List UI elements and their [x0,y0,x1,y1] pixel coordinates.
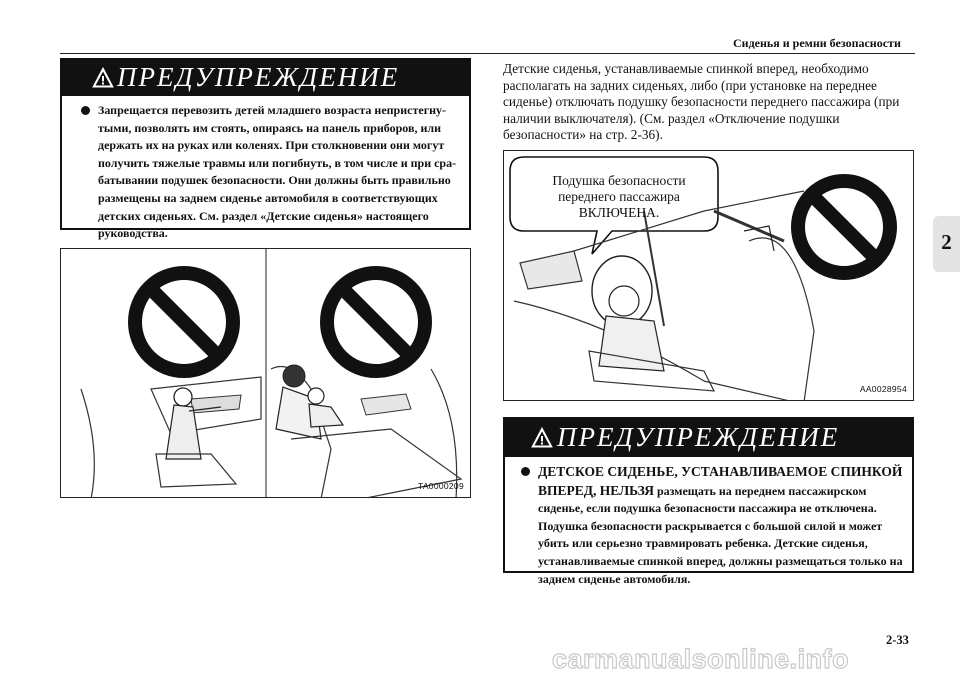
chapter-tab[interactable] [933,216,960,272]
figure-right [503,150,914,401]
warning-box-right [503,417,914,586]
warning-header [505,419,912,457]
figure-left [60,248,471,498]
prohibition-sign-icon [798,181,890,273]
header-rule [60,53,915,54]
section-title: Сиденья и ремни безопасности [733,36,901,50]
bubble-line: ВКЛЮЧЕНА. [578,205,660,220]
warning-item-text: Запрещается перевозить детей младшего возраста непристегну-тыми, позволять им стоять, опираясь на панель приборов, или держать их на руках или коленях. При столкновении они могут получить тяжелые травмы или погибнуть, в том числе и при сра-батывании подушек безопасности. Они должны быть правильно размещены на заднем сиденье автомобиля в соответствующих детских сиденьях. См. раздел «Детские сиденья» настоящего руководства. [98,103,457,241]
warning-triangle-icon [92,67,114,88]
warning-triangle-icon [531,427,553,448]
warning-list [521,463,903,588]
warning-title: ПРЕДУПРЕЖДЕНИЕ [557,422,840,452]
prohibition-sign-icon [135,273,233,371]
warning-item-text: размещать на переднем пассажирском сиденье, если подушка безопасности пассажира не отключена. Подушка безопасности раскрывается с большой силой и может убить или серьезно травмировать ребенка. Детские сиденья, устанавливаемые спинкой вперед, должны размещаться только на заднем сиденье автомобиля. [538,483,903,586]
chapter-number: 2 [941,230,952,254]
warning-list [81,102,459,243]
intro-paragraph: Детские сиденья, устанавливаемые спинкой вперед, необходимо располагать на задних сиденьях, либо (при установке на переднее сиденье) отключать подушку безопасности переднего пассажира (при наличии выключателя). (См. раздел «Отключение подушки безопасности» на стр. 2-36). [503,61,900,142]
bubble-line: Подушка безопасности [552,173,686,188]
warning-item [81,102,459,243]
bullet-dot-icon [81,106,90,115]
bubble-line: переднего пассажира [558,189,680,204]
watermark: carmanualsonline.info [552,644,850,674]
bubble-text [514,173,724,221]
warning-item-lead: ДЕТСКОЕ СИДЕНЬЕ, УСТАНАВЛИВАЕМОЕ СПИНКОЙ ВПЕРЕД, НЕЛЬЗЯ [538,464,903,498]
page-number: 2-33 [886,633,909,647]
warning-item [521,463,903,588]
warning-header [62,60,469,96]
figure-code: AA0028954 [859,384,907,394]
prohibition-sign-icon [327,273,425,371]
figure-code: TA0000209 [417,481,464,491]
warning-box-left [60,58,471,241]
illustration-children-unrestrained [61,249,471,498]
warning-title: ПРЕДУПРЕЖДЕНИЕ [117,62,400,92]
bullet-dot-icon [521,467,530,476]
